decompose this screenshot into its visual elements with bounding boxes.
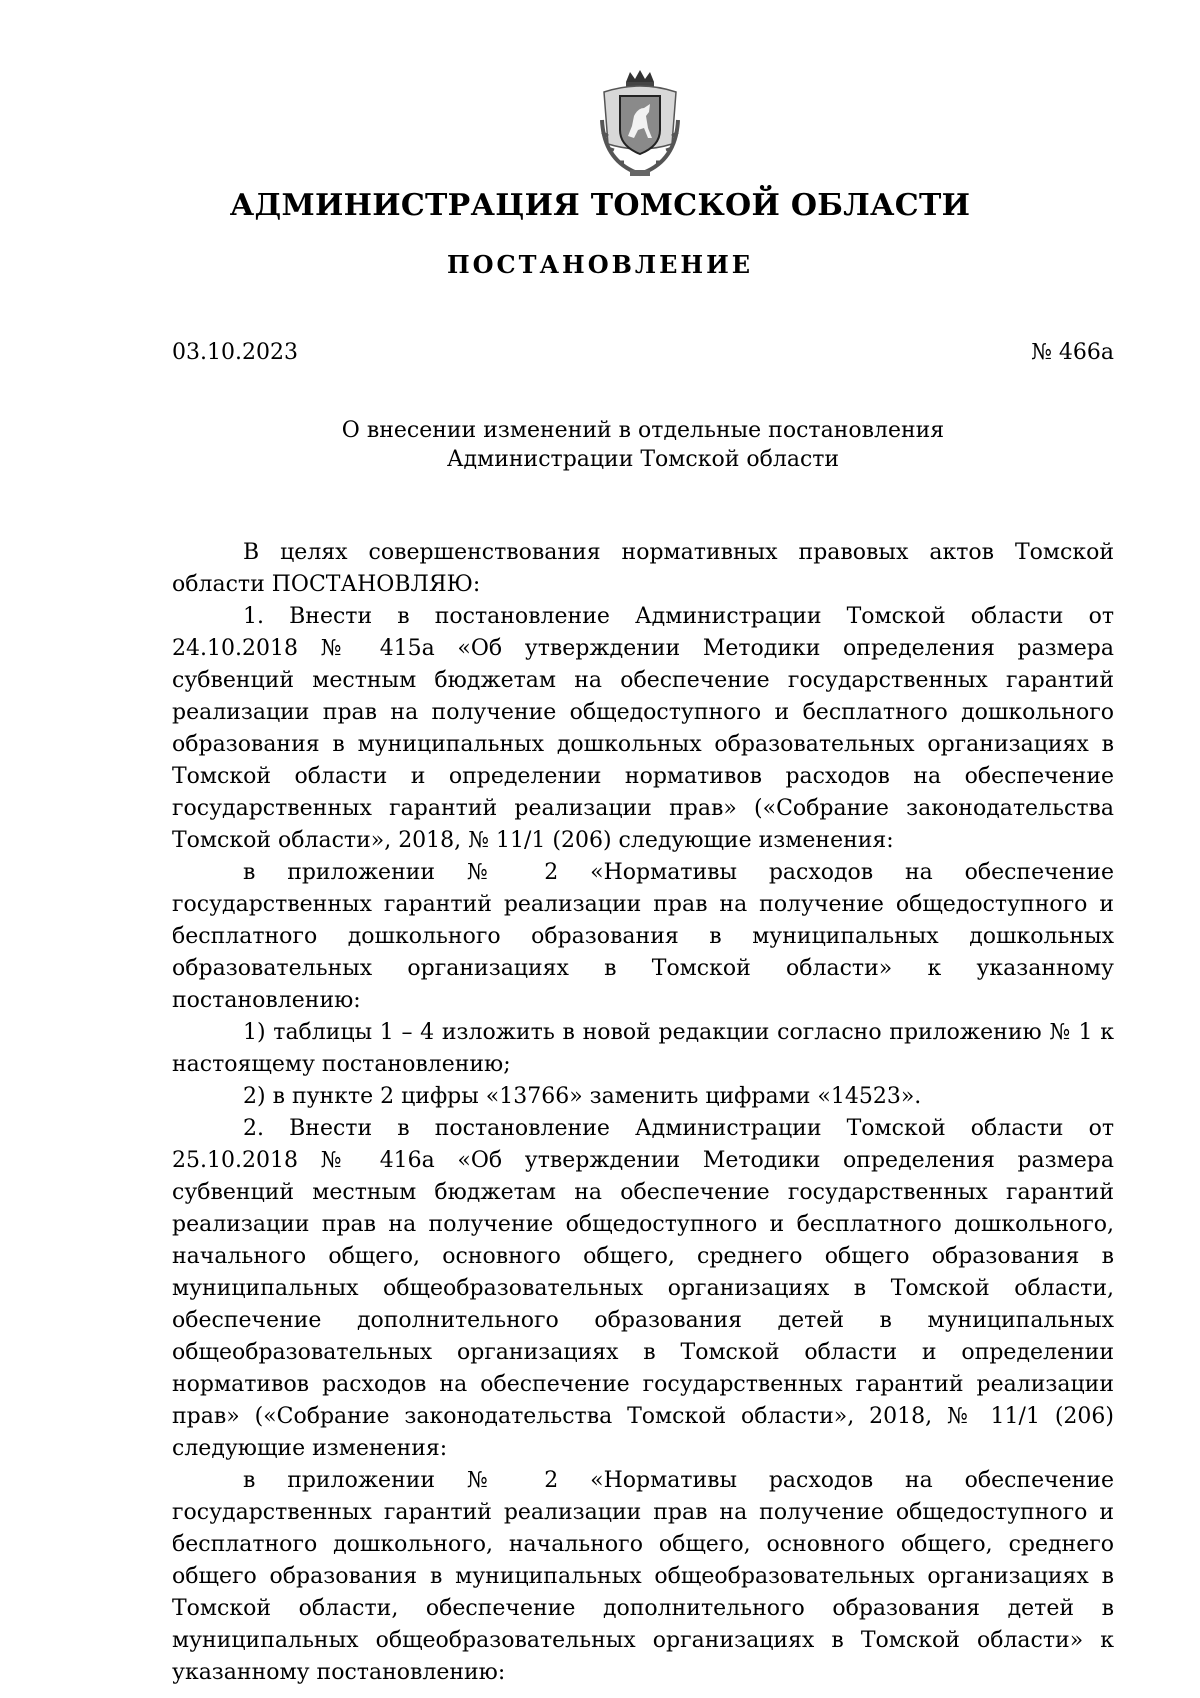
body-paragraph: 1) таблицы 1 – 4 изложить в новой редакции согласно приложению № 1 к настоящему постановлению; bbox=[172, 1020, 1114, 1077]
document-date: 03.10.2023 bbox=[172, 340, 298, 365]
body-paragraph: 1. Внести в постановление Администрации Томской области от 24.10.2018 № 415а «Об утверждении Методики определения размера субвенций местным бюджетам на обеспечение государственных гарантий реализации прав на получение общедоступного и бесплатного дошкольного образования в муниципальных дошкольных образовательных организациях в Томской области и определении нормативов расходов на обеспечение государственных гарантий реализации прав» («Собрание законодательства Томской области», 2018, № 11/1 (206) следующие изменения: bbox=[172, 604, 1114, 853]
body-paragraph: в приложении № 2 «Нормативы расходов на обеспечение государственных гарантий реализации прав на получение общедоступного и бесплатного дошкольного образования в муниципальных дошкольных образовательных организациях в Томской области» к указанному постановлению: bbox=[172, 860, 1114, 1013]
body-paragraph: в приложении № 2 «Нормативы расходов на обеспечение государственных гарантий реализации прав на получение общедоступного и бесплатного дошкольного, начального общего, основного общего, среднего общего образования в муниципальных общеобразовательных организациях в Томской области, обеспечение дополнительного образования детей в муниципальных общеобразовательных организациях в Томской области» к указанному постановлению: bbox=[172, 1468, 1114, 1685]
subject-line: О внесении изменений в отдельные постановления bbox=[341, 418, 945, 443]
body-paragraph: 2) в пункте 2 цифры «13766» заменить цифрами «14523». bbox=[243, 1084, 922, 1109]
organization-title: АДМИНИСТРАЦИЯ ТОМСКОЙ ОБЛАСТИ bbox=[229, 188, 971, 223]
coat-of-arms-icon bbox=[586, 70, 694, 180]
document-number: № 466а bbox=[1031, 340, 1114, 365]
body-paragraph: 2. Внести в постановление Администрации Томской области от 25.10.2018 № 416а «Об утверждении Методики определения размера субвенций местным бюджетам на обеспечение государственных гарантий реализации прав на получение общедоступного и бесплатного дошкольного, начального общего, основного общего, среднего общего образования в муниципальных общеобразовательных организациях в Томской области, обеспечение дополнительного образования детей в муниципальных общеобразовательных организациях в Томской области и определении нормативов расходов на обеспечение государственных гарантий реализации прав» («Собрание законодательства Томской области», 2018, № 11/1 (206) следующие изменения: bbox=[172, 1116, 1114, 1461]
preamble-paragraph: В целях совершенствования нормативных правовых актов Томской области ПОСТАНОВЛЯЮ: bbox=[172, 540, 1114, 597]
document-body bbox=[172, 537, 1114, 1689]
document-type: ПОСТАНОВЛЕНИЕ bbox=[446, 250, 754, 279]
subject-line: Администрации Томской области bbox=[446, 447, 840, 472]
document-subject bbox=[172, 416, 1114, 474]
